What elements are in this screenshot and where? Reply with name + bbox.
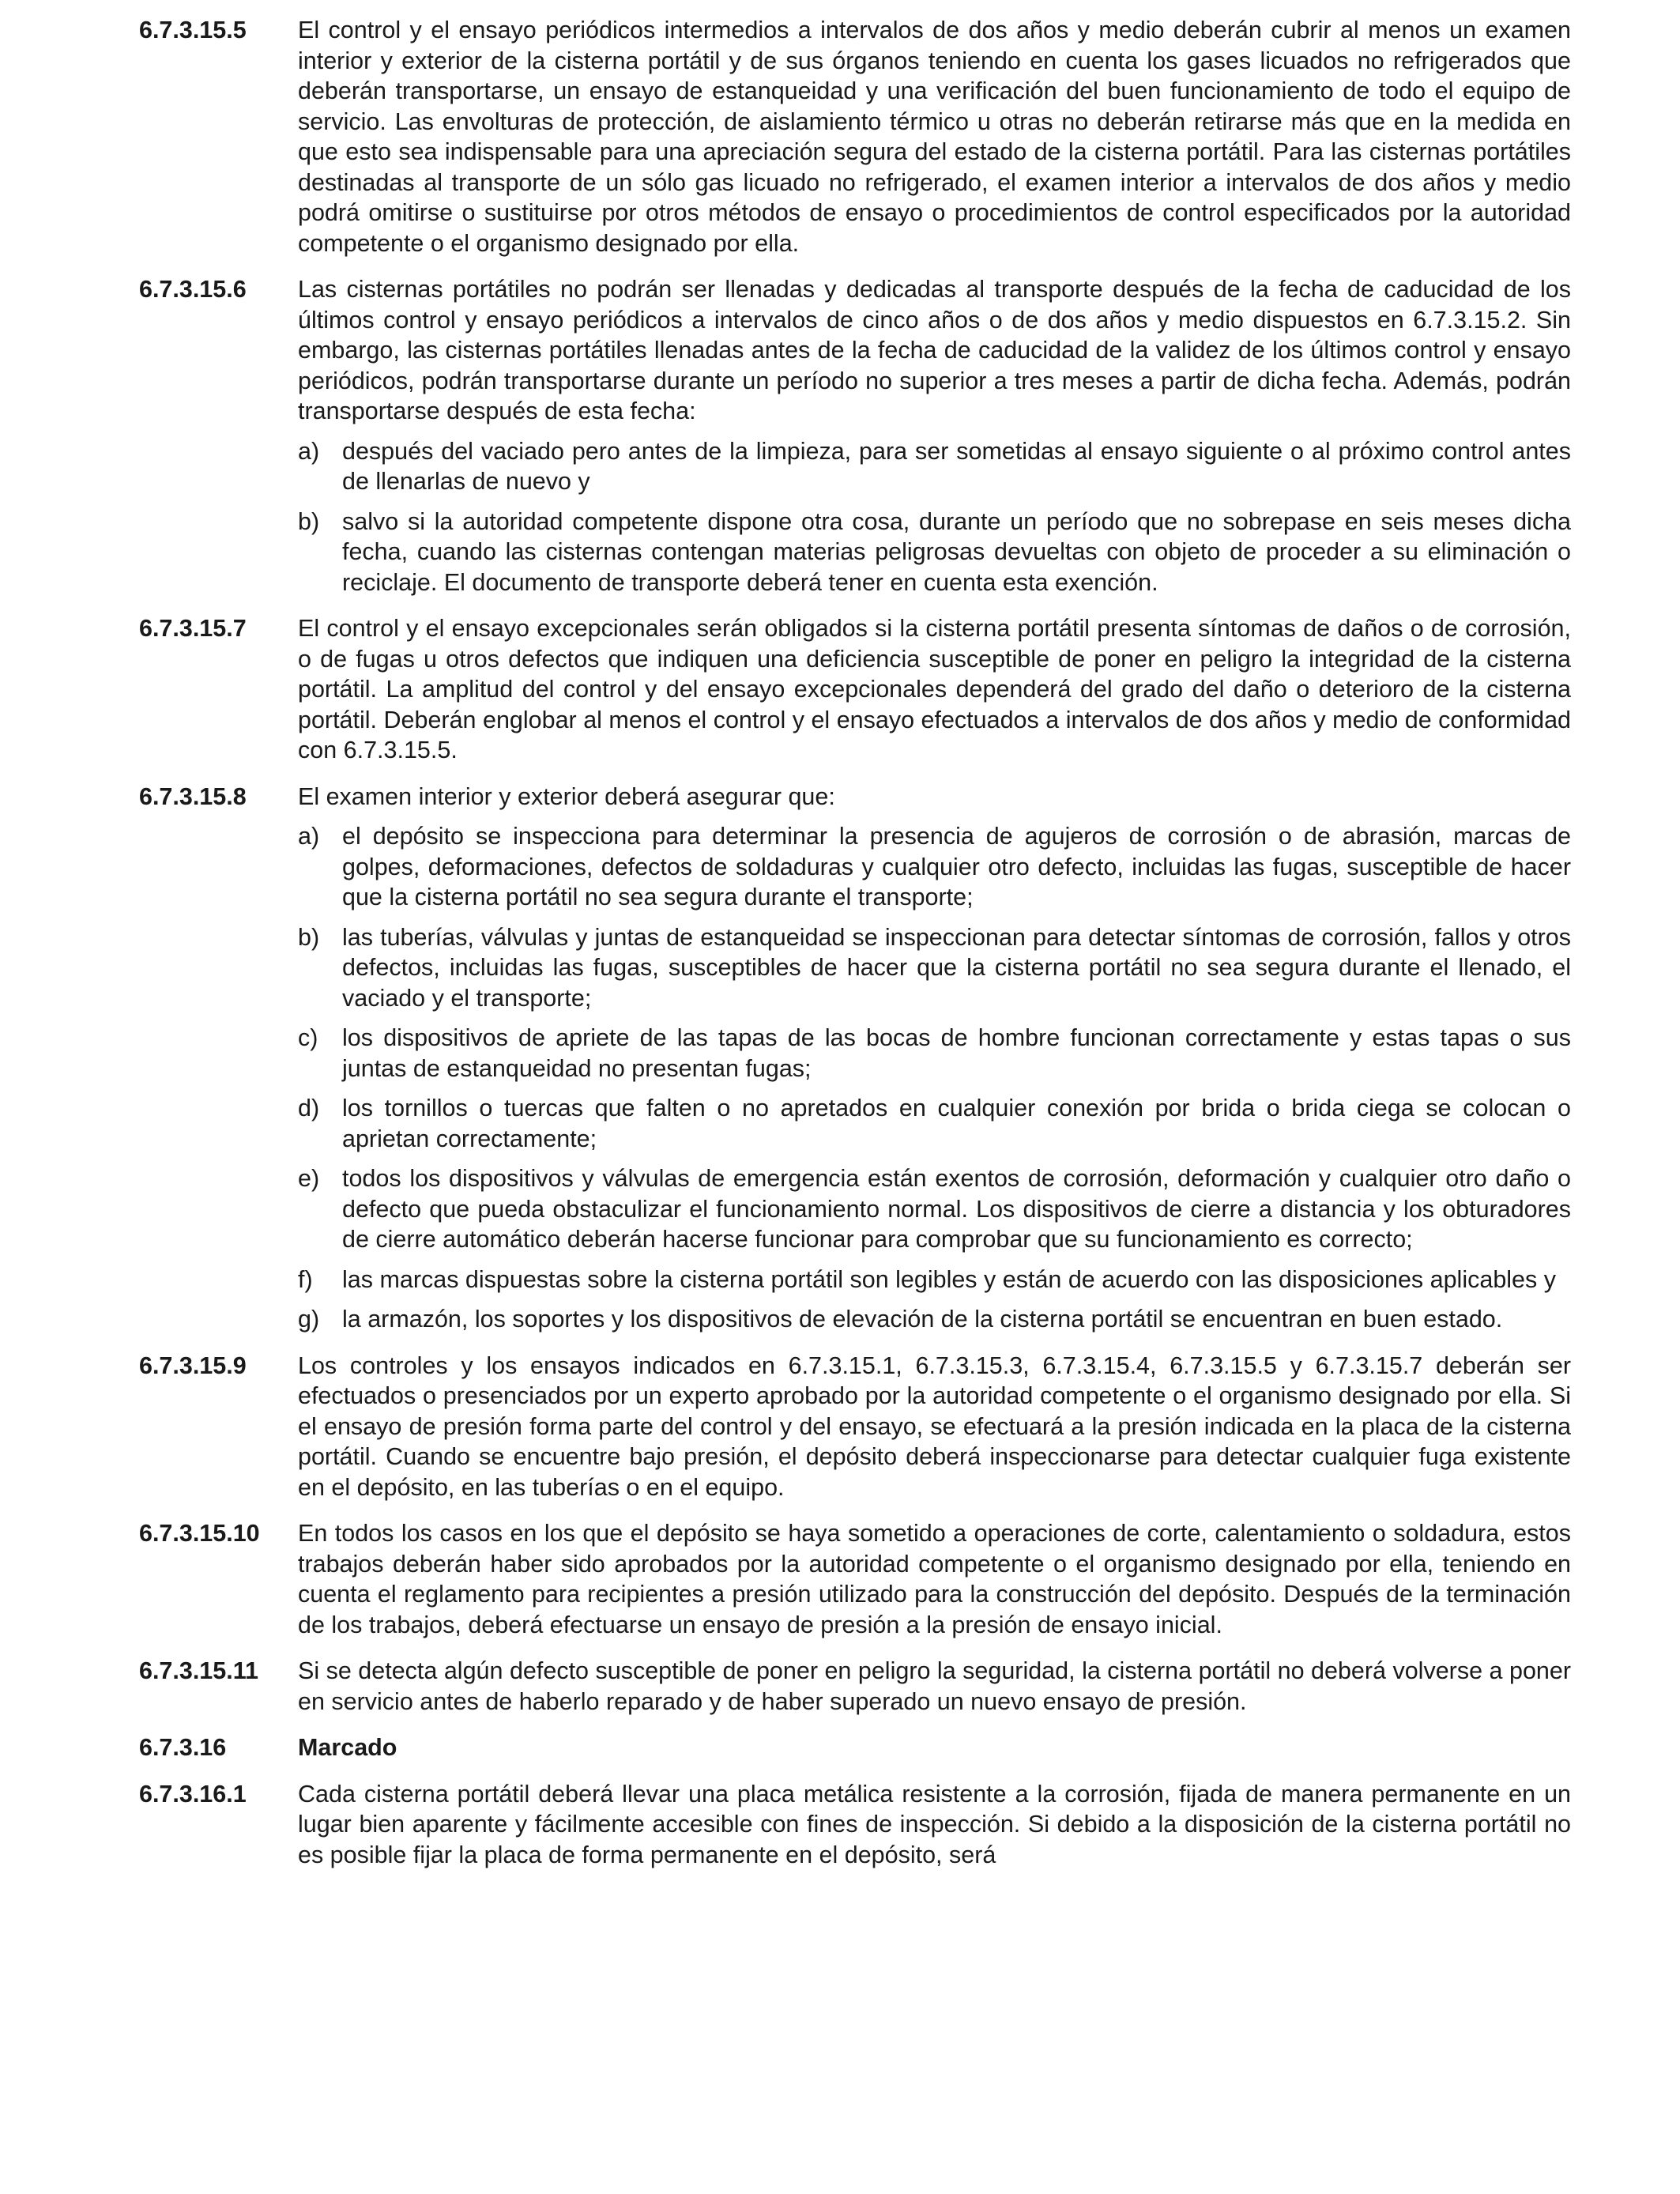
- section-6-7-3-15-11: [139, 1656, 1571, 1717]
- section-content: [298, 1518, 1571, 1640]
- item-letter: a): [298, 437, 320, 465]
- section-paragraph: Las cisternas portátiles no podrán ser llenadas y dedicadas al transporte después de la fecha de caducidad de los últimos control y ensayo periódicos a intervalos de cinco años o de dos años y medio dispuestos en 6.7.3.15.2. Sin embargo, las cisternas portátiles llenadas antes de la fecha de caducidad de la validez de los últimos control y ensayo periódicos, podrán transportarse durante un período no superior a tres meses a partir de dicha fecha. Además, podrán transportarse después de esta fecha:: [298, 276, 1571, 424]
- section-paragraph: El examen interior y exterior deberá asegurar que:: [298, 782, 835, 810]
- item-letter: b): [298, 507, 320, 535]
- section-6-7-3-15-9: [139, 1351, 1571, 1503]
- heading-number: 6.7.3.16: [139, 1734, 227, 1761]
- item-text: las marcas dispuestas sobre la cisterna portátil son legibles y están de acuerdo con las disposiciones aplicables y: [342, 1265, 1556, 1293]
- list-item: [298, 1265, 1571, 1295]
- list-item: [298, 436, 1571, 497]
- item-letter: g): [298, 1306, 320, 1333]
- section-paragraph: El control y el ensayo periódicos intermedios a intervalos de dos años y medio deberán cubrir al menos un examen interior y exterior de la cisterna portátil y de sus órganos teniendo en cuenta los gases licuados no refrigerados que deberán transportarse, un ensayo de estanqueidad y una verificación del buen funcionamiento de todo el equipo de servicio. Las envolturas de protección, de aislamiento térmico u otras no deberán retirarse más que en la medida en que esto sea indispensable para una apreciación segura del estado de la cisterna portátil. Para las cisternas portátiles destinadas al transporte de un sólo gas licuado no refrigerado, el examen interior a intervalos de dos años y medio podrá omitirse o sustituirse por otros métodos de ensayo o procedimientos de control especificados por la autoridad competente o el organismo designado por ella.: [298, 17, 1571, 257]
- item-text: después del vaciado pero antes de la limpieza, para ser sometidas al ensayo siguiente o al próximo control antes de llenarlas de nuevo y: [342, 437, 1571, 495]
- section-number: 6.7.3.15.6: [139, 276, 247, 303]
- heading-title: Marcado: [298, 1734, 397, 1761]
- document-page: [139, 15, 1571, 1886]
- item-letter: c): [298, 1024, 318, 1051]
- section-number: 6.7.3.15.9: [139, 1351, 247, 1379]
- list-item: [298, 507, 1571, 598]
- item-text: todos los dispositivos y válvulas de emergencia están exentos de corrosión, deformación y cualquier otro daño o defecto que pueda obstaculizar el funcionamiento normal. Los dispositivos de cierre a distancia y los obturadores de cierre automático deberán hacerse funcionar para comprobar que su funcionamiento es correcto;: [342, 1165, 1571, 1253]
- section-paragraph: Cada cisterna portátil deberá llevar una placa metálica resistente a la corrosión, fijada de manera permanente en un lugar bien aparente y fácilmente accesible con fines de inspección. Si debido a la disposición de la cisterna portátil no es posible fijar la placa de forma permanente en el depósito, será: [298, 1780, 1571, 1868]
- item-letter: b): [298, 923, 320, 951]
- list-item: [298, 1093, 1571, 1154]
- section-paragraph: En todos los casos en los que el depósito se haya sometido a operaciones de corte, calentamiento o soldadura, estos trabajos deberán haber sido aprobados por la autoridad competente o el organismo designado por ella, teniendo en cuenta el reglamento para recipientes a presión utilizado para la construcción del depósito. Después de la terminación de los trabajos, deberá efectuarse un ensayo de presión a la presión de ensayo inicial.: [298, 1520, 1571, 1638]
- section-6-7-3-15-8: [139, 782, 1571, 1335]
- section-content: [298, 1351, 1571, 1503]
- list-item: [298, 1163, 1571, 1255]
- section-number: 6.7.3.15.11: [139, 1657, 258, 1684]
- section-paragraph: Si se detecta algún defecto susceptible de poner en peligro la seguridad, la cisterna portátil no deberá volverse a poner en servicio antes de haberlo reparado y de haber superado un nuevo ensayo de presión.: [298, 1657, 1571, 1715]
- item-text: los dispositivos de apriete de las tapas de las bocas de hombre funcionan correctamente y estas tapas o sus juntas de estanqueidad no presentan fugas;: [342, 1024, 1571, 1082]
- section-content: [298, 782, 1571, 1335]
- section-6-7-3-15-5: [139, 15, 1571, 258]
- heading-content: [298, 1732, 1571, 1763]
- section-content: [298, 613, 1571, 766]
- section-6-7-3-15-10: [139, 1518, 1571, 1640]
- list-item: [298, 1023, 1571, 1084]
- section-number: 6.7.3.15.7: [139, 615, 247, 642]
- heading-6-7-3-16: [139, 1732, 1571, 1763]
- item-text: salvo si la autoridad competente dispone otra cosa, durante un período que no sobrepase en seis meses dicha fecha, cuando las cisternas contengan materias peligrosas devueltas con objeto de proceder a su eliminación o reciclaje. El documento de transporte deberá tener en cuenta esta exención.: [342, 507, 1571, 596]
- item-letter: a): [298, 823, 320, 850]
- item-text: el depósito se inspecciona para determinar la presencia de agujeros de corrosión o de abrasión, marcas de golpes, deformaciones, defectos de soldaduras y cualquier otro defecto, incluidas las fugas, susceptible de hacer que la cisterna portátil no sea segura durante el transporte;: [342, 823, 1571, 910]
- list-item: [298, 821, 1571, 913]
- section-content: [298, 1779, 1571, 1871]
- section-6-7-3-15-7: [139, 613, 1571, 766]
- list-item: [298, 922, 1571, 1014]
- section-6-7-3-16-1: [139, 1779, 1571, 1871]
- item-list: [298, 821, 1571, 1335]
- section-content: [298, 15, 1571, 258]
- section-paragraph: Los controles y los ensayos indicados en 6.7.3.15.1, 6.7.3.15.3, 6.7.3.15.4, 6.7.3.15.5 y 6.7.3.15.7 deberán ser efectuados o presenciados por un experto aprobado por la autoridad competente o el organismo designado por ella. Si el ensayo de presión forma parte del control y del ensayo, se efectuará a la presión indicada en la placa de la cisterna portátil. Cuando se encuentre bajo presión, el depósito deberá inspeccionarse para detectar cualquier fuga existente en el depósito, en las tuberías o en el equipo.: [298, 1351, 1571, 1501]
- section-number: 6.7.3.15.10: [139, 1520, 260, 1547]
- item-letter: f): [298, 1265, 313, 1293]
- item-list: [298, 436, 1571, 598]
- item-letter: d): [298, 1095, 320, 1122]
- section-content: [298, 1656, 1571, 1717]
- section-number: 6.7.3.16.1: [139, 1780, 247, 1808]
- item-text: la armazón, los soportes y los dispositivos de elevación de la cisterna portátil se encuentran en buen estado.: [342, 1306, 1503, 1333]
- item-text: las tuberías, válvulas y juntas de estanqueidad se inspeccionan para detectar síntomas de corrosión, fallos y otros defectos, incluidas las fugas, susceptibles de hacer que la cisterna portátil no sea segura durante el llenado, el vaciado y el transporte;: [342, 923, 1571, 1012]
- section-paragraph: El control y el ensayo excepcionales serán obligados si la cisterna portátil presenta síntomas de daños o de corrosión, o de fugas u otros defectos que indiquen una deficiencia susceptible de poner en peligro la integridad de la cisterna portátil. La amplitud del control y del ensayo excepcionales dependerá del grado del daño o deterioro de la cisterna portátil. Deberán englobar al menos el control y el ensayo efectuados a intervalos de dos años y medio de conformidad con 6.7.3.15.5.: [298, 615, 1571, 763]
- item-text: los tornillos o tuercas que falten o no apretados en cualquier conexión por brida o brida ciega se colocan o aprietan correctamente;: [342, 1095, 1571, 1152]
- section-number: 6.7.3.15.5: [139, 17, 247, 43]
- item-letter: e): [298, 1165, 320, 1192]
- section-number: 6.7.3.15.8: [139, 782, 247, 810]
- list-item: [298, 1304, 1571, 1335]
- section-6-7-3-15-6: [139, 274, 1571, 598]
- section-content: [298, 274, 1571, 598]
